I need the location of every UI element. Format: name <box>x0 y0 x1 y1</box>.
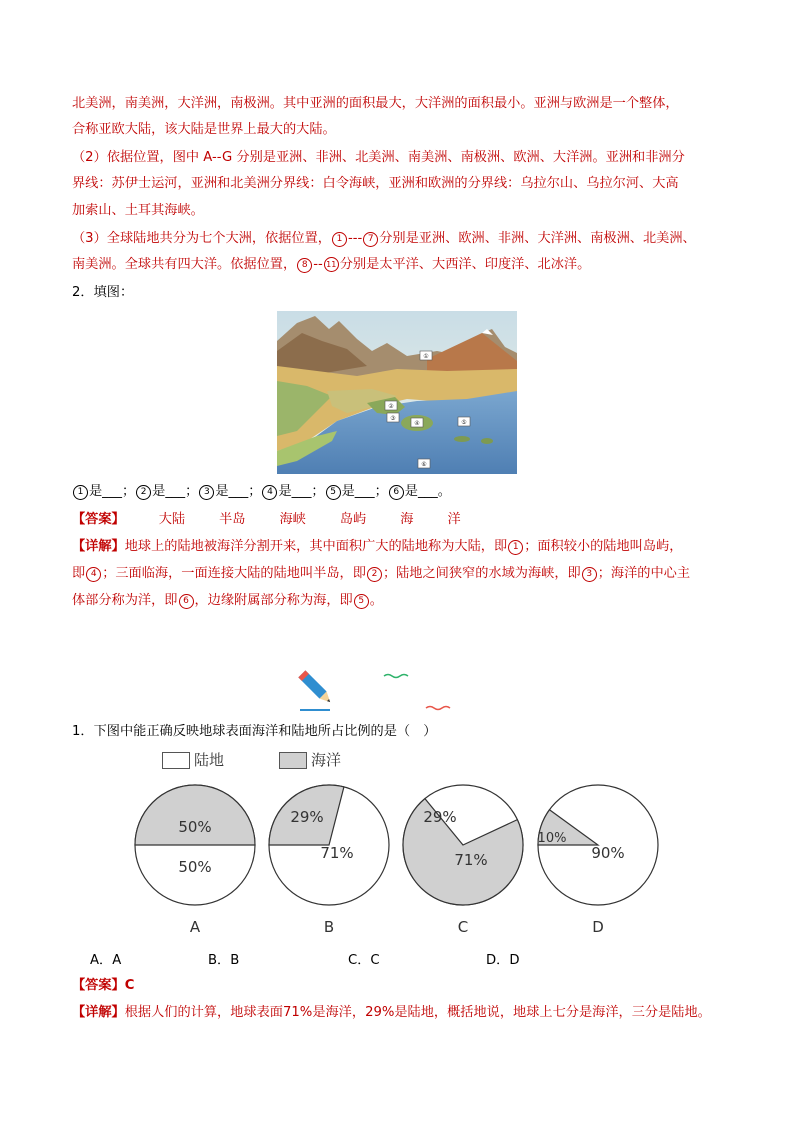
prev-part3-text-b: 分别是亚洲、欧洲、非洲、大洋洲、南极洲、北美洲、 <box>379 231 696 246</box>
detail-num-1: 1 <box>508 540 523 555</box>
legend-land-swatch <box>162 752 190 769</box>
pie-c-land-label: 29% <box>423 808 457 826</box>
prev-part3-dash-2: -- <box>313 257 323 272</box>
map-label-1: ① <box>423 353 429 360</box>
circled-number-1: 1 <box>332 232 347 247</box>
option-d[interactable]: D．D <box>486 953 520 968</box>
q1-answer-line <box>72 976 134 996</box>
section-char-2: 础 <box>387 684 404 703</box>
prev-part3-dash: --- <box>347 231 363 246</box>
legend-ocean-label: 海洋 <box>311 751 342 769</box>
detail-num-6: 6 <box>179 594 194 609</box>
q2-answer-line <box>72 510 461 530</box>
prev-part2-line-1: （2）依据位置，图中 A--G 分别是亚洲、非洲、北美洲、南美洲、南极洲、欧洲、大洋洲。亚洲和非洲分 <box>72 150 685 165</box>
circled-number-8: 8 <box>297 258 312 273</box>
q1-answer-value: C <box>124 978 135 993</box>
pie-letter-b: B <box>323 918 335 936</box>
answer-1: 大陆 <box>158 512 186 527</box>
detail-text-2c: ；陆地之间狭窄的水域为海峡，即 <box>382 566 581 581</box>
fill-number-5: 5 <box>326 485 341 500</box>
detail-text-1b: ；面积较小的陆地叫岛屿， <box>524 539 683 554</box>
prev-part3-line-2 <box>72 255 590 275</box>
detail-text-3c: 。 <box>369 593 383 608</box>
pie-b-ocean-label: 29% <box>290 808 324 826</box>
q1-detail-line <box>72 1003 711 1023</box>
fill-blank-3: 是___； <box>215 484 262 499</box>
legend-land-label: 陆地 <box>194 751 225 769</box>
q2-fill-line <box>72 482 451 502</box>
prev-line-1: 北美洲，南美洲，大洋洲，南极洲。其中亚洲的面积最大，大洋洲的面积最小。亚洲与欧洲是一个整体， <box>72 96 679 111</box>
pie-d-ocean-label: 10% <box>537 831 567 846</box>
pie-c-ocean-label: 71% <box>454 851 488 869</box>
detail-text-2b: ；三面临海，一面连接大陆的陆地叫半岛，即 <box>102 566 366 581</box>
detail-num-3: 3 <box>582 567 597 582</box>
detail-text-2a: 即 <box>72 566 86 581</box>
answer-4: 岛屿 <box>339 512 367 527</box>
section-char-1: 基 <box>345 674 362 693</box>
fill-blank-2: 是___； <box>152 484 199 499</box>
q2-detail-line-3 <box>72 591 383 611</box>
landform-illustration <box>277 311 517 474</box>
prev-part2-line-2: 界线：苏伊士运河，亚洲和北美洲分界线：白令海峡，亚洲和欧洲的分界线：乌拉尔山、乌拉尔河、大高 <box>72 176 679 191</box>
fill-number-2: 2 <box>136 485 151 500</box>
q1-detail-text-a: 根据人们的计算，地球表面 <box>124 1005 283 1020</box>
pie-letter-d: D <box>592 918 604 936</box>
prev-part3-text-c: 南美洲。全球共有四大洋。依据位置， <box>72 257 297 272</box>
map-label-2: ② <box>388 403 394 410</box>
fill-blank-6: 是___。 <box>404 484 451 499</box>
map-label-6: ⑥ <box>421 461 427 468</box>
detail-text-3a: 体部分称为洋，即 <box>72 593 178 608</box>
q1-detail-text-c: 是陆地，概括地说，地球上七分是海洋，三分是陆地。 <box>394 1005 711 1020</box>
detail-text-1a: 地球上的陆地被海洋分割开来，其中面积广大的陆地称为大陆，即 <box>124 539 508 554</box>
q1-title: 1．下图中能正确反映地球表面海洋和陆地所占比例的是（ ） <box>72 724 437 739</box>
detail-num-2: 2 <box>367 567 382 582</box>
prev-line-2: 合称亚欧大陆，该大陆是世界上最大的大陆。 <box>72 122 336 137</box>
section-char-3: 检 <box>429 674 446 693</box>
map-label-4: ④ <box>414 420 420 427</box>
pie-a-ocean-label: 50% <box>178 818 212 836</box>
circled-number-11: 11 <box>324 257 339 272</box>
detail-tag: 【详解】 <box>72 539 125 554</box>
section-heading-basic-test <box>296 664 506 714</box>
option-a[interactable]: A．A <box>90 953 122 968</box>
pie-b-land-label: 71% <box>320 844 354 862</box>
option-c[interactable]: C．C <box>348 953 380 968</box>
fill-number-4: 4 <box>262 485 277 500</box>
pie-letter-c: C <box>457 918 469 936</box>
q1-detail-29: 29% <box>365 1005 395 1020</box>
q1-detail-71: 71% <box>283 1005 313 1020</box>
pie-d-land-label: 90% <box>591 844 625 862</box>
section-char-4: 测 <box>471 684 488 703</box>
q1-detail-tag: 【详解】 <box>72 1005 125 1020</box>
q2-detail-line-2 <box>72 564 690 584</box>
detail-text-2d: ；海洋的中心主 <box>597 566 691 581</box>
map-label-3: ③ <box>390 415 396 422</box>
fill-number-6: 6 <box>389 485 404 500</box>
pie-charts <box>0 780 794 920</box>
answer-tag: 【答案】 <box>72 512 125 527</box>
prev-part3-text-a: （3）全球陆地共分为七个大洲，依据位置， <box>72 231 331 246</box>
answer-5: 海 <box>400 512 414 527</box>
fill-blank-5: 是___； <box>341 484 388 499</box>
prev-part3-text-d: 分别是太平洋、大西洋、印度洋、北冰洋。 <box>339 257 591 272</box>
pie-letter-a: A <box>189 918 201 936</box>
q1-detail-text-b: 是海洋， <box>312 1005 366 1020</box>
option-b[interactable]: B．B <box>208 953 240 968</box>
detail-num-5: 5 <box>354 594 369 609</box>
landform-illustration-svg <box>277 311 517 474</box>
q2-title: 2．填图： <box>72 285 134 300</box>
heading-decoration <box>296 664 506 714</box>
answer-2: 半岛 <box>219 512 246 527</box>
legend-ocean-swatch <box>279 752 307 769</box>
detail-num-4: 4 <box>86 567 101 582</box>
fill-number-1: 1 <box>73 485 88 500</box>
pie-a-ocean-slice <box>135 785 255 845</box>
prev-part2-line-3: 加索山、土耳其海峡。 <box>72 203 204 218</box>
fill-blank-4: 是___； <box>278 484 325 499</box>
answer-3: 海峡 <box>279 512 306 527</box>
detail-text-3b: ，边缘附属部分称为海，即 <box>194 593 353 608</box>
answer-6: 洋 <box>447 512 461 527</box>
prev-part3-line-1 <box>72 229 696 249</box>
fill-number-3: 3 <box>199 485 214 500</box>
fill-blank-1: 是___； <box>89 484 136 499</box>
map-label-5: ⑤ <box>461 419 467 426</box>
pie-a-land-label: 50% <box>178 858 212 876</box>
q2-detail-line-1 <box>72 537 682 557</box>
circled-number-7: 7 <box>363 232 378 247</box>
q1-answer-tag: 【答案】 <box>72 978 125 993</box>
